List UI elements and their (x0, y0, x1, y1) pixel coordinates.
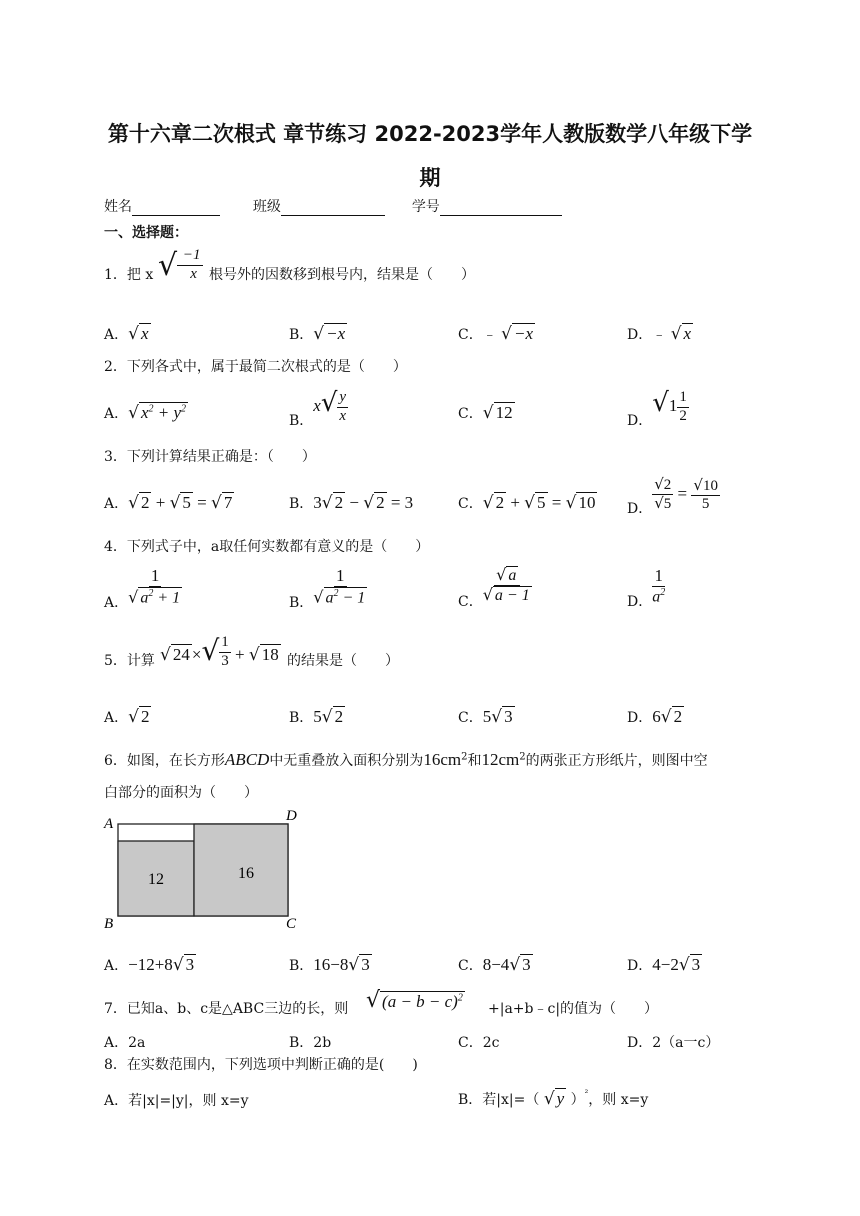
id-label: 学号 (411, 199, 440, 215)
q5-option-b: B．5√ 2 (289, 707, 344, 727)
q6-stem-line1: 6．如图，在长方形ABCD中无重叠放入面积分别为$16cm^2$和$12cm^2$的两张正方形纸片，则图中空 (104, 750, 708, 769)
q2-b-label: B． (289, 413, 314, 429)
q5-stem-b: 的结果是（ ） (287, 653, 399, 669)
q8-option-a: A．若|x|=|y|，则 x=y (104, 1093, 249, 1109)
q2-option-a: A．√ $x^2 + y^2$ (104, 403, 187, 423)
q6-stem-c: 的两张正方形纸片，则图中空 (525, 753, 708, 769)
page-title-cont: 期 (419, 166, 441, 190)
q7-option-a: A．2a (104, 1035, 146, 1051)
q6-b-label: B． (289, 958, 314, 974)
q1-b-label: B． (289, 327, 314, 343)
q3-option-d: D． $\frac{√2}{√5}$ = $\frac{√10}{5}$ (627, 475, 718, 517)
q5-option-a: A．√ 2 (104, 707, 150, 727)
q8-b-a: B．若|x|=（ (458, 1092, 540, 1108)
q6-option-c: C．8−4√ 3 (458, 955, 531, 975)
q8-b-b: ） (570, 1092, 585, 1108)
student-info (104, 196, 562, 216)
q2-stem: 2．下列各式中，属于最简二次根式的是（ ） (104, 359, 407, 375)
q5-a-label: A． (104, 710, 129, 726)
q1-radical: √ $\frac{-1}{x}$ (158, 247, 201, 283)
name-field[interactable] (132, 201, 220, 216)
q3-c-label: C． (458, 496, 483, 512)
q1-a-label: A． (104, 327, 129, 343)
q3-d-label: D． (627, 500, 653, 517)
section-heading: 一、选择题： (104, 225, 188, 241)
label-c: C (286, 916, 297, 932)
q6-stem-b: 中无重叠放入面积分别为 (269, 753, 424, 769)
q3-option-c: C．√ 2 + √ 5 = √ 10 (458, 493, 596, 513)
q5-c-label: C． (458, 710, 483, 726)
q1-c-label: C．﹣ (458, 327, 497, 343)
q7-option-b: B．2b (289, 1035, 332, 1051)
q6-c-label: C． (458, 958, 483, 974)
q8-stem: 8．在实数范围内，下列选项中判断正确的是( ) (104, 1057, 418, 1073)
q6-b-root: 3 (361, 955, 370, 974)
q6-area2: 12cm (481, 750, 520, 769)
q2-option-b: B．x√ $\frac{y}{x}$ (289, 388, 347, 429)
class-field[interactable] (281, 201, 385, 216)
q2-c-label: C． (458, 406, 483, 422)
q8-b-root: √ y (543, 1089, 565, 1109)
q6-b-value: 16−8 (313, 955, 349, 974)
q6-d-value: 4−2 (652, 955, 679, 974)
q6-and: 和 (467, 753, 482, 769)
q1-option-b: B．√ −x (289, 324, 346, 344)
q4-option-d: D． $\frac{1}{a^2}$ (627, 566, 666, 611)
label-a: A (104, 816, 114, 832)
q4-d-label: D． (627, 594, 653, 611)
q6-d-label: D． (627, 958, 653, 974)
q5-b-label: B． (289, 710, 314, 726)
q6-area1: 16cm (423, 750, 462, 769)
q6-option-a: A．−12+8√ 3 (104, 955, 195, 975)
q2-option-c: C．√ 12 (458, 403, 513, 423)
q1-option-a: A．√ x (104, 324, 149, 344)
q4-b-label: B． (289, 594, 314, 611)
q6-c-value: 8−4 (482, 955, 510, 974)
q4-a-label: A． (104, 594, 129, 611)
page-title: 第十六章二次根式 章节练习 2022-2023学年人教版数学八年级下学 (107, 122, 753, 146)
q1-option-d: D．﹣ √ x (627, 324, 692, 344)
q3-option-a: A．√ 2 + √ 5 = √ 7 (104, 493, 233, 513)
q2-option-d: D．√1 $\frac{1}{2}$ (627, 388, 687, 429)
q8-option-b (458, 1088, 648, 1109)
q4-c-label: C． (458, 593, 483, 610)
q3-stem: 3．下列计算结果正确是：（ ） (104, 449, 316, 465)
q2-a-label: A． (104, 406, 129, 422)
q6-c-root: 3 (522, 955, 531, 974)
q6-option-d: D．4−2√ 3 (627, 955, 701, 975)
label-b: B (104, 916, 114, 932)
q8-b-d: ，则 x=y (588, 1092, 649, 1108)
q6-a-value: −12+8 (128, 955, 173, 974)
q5-expression: √ 24 ×√ $\frac{1}{3}$ + √ 18 (160, 634, 279, 669)
q7-radical: √ $(a - b - c)^2$ (366, 988, 463, 1013)
q7-option-d: D．2（a一c） (627, 1035, 720, 1051)
q7-stem: 7．已知a、b、c是△ABC三边的长，则 (104, 1001, 349, 1017)
q5-stem: 5．计算 (104, 653, 155, 669)
label-16: 16 (238, 865, 254, 882)
q6-stem-line2: 白部分的面积为（ ） (104, 785, 258, 801)
q5-option-c: C．5√ 3 (458, 707, 513, 727)
q7-option-c: C．2c (458, 1035, 500, 1051)
q6-figure (100, 806, 300, 934)
q1-stem-b: 根号外的因数移到根号内，结果是（ ） (209, 267, 475, 283)
q6-a-label: A． (104, 958, 129, 974)
class-label: 班级 (252, 199, 281, 215)
name-label: 姓名 (104, 199, 132, 215)
q6-a-root: 3 (185, 955, 195, 974)
q6-d-root: 3 (691, 955, 701, 974)
q4-option-c: C． $\frac{√ a}{√ a - 1}$ (458, 565, 530, 610)
q5-option-d: D．6√ 2 (627, 707, 683, 727)
q6-option-b: B．16−8√ 3 (289, 955, 370, 975)
q1-option-c: C．﹣ √ −x (458, 324, 534, 344)
q5-d-label: D． (627, 710, 653, 726)
q4-stem: 4．下列式子中，a取任何实数都有意义的是（ ） (104, 539, 430, 555)
label-d: D (286, 808, 297, 824)
q3-option-b: B．3√ 2 − √ 2 = 3 (289, 493, 414, 513)
id-field[interactable] (440, 201, 562, 216)
q4-option-b: B． $\frac{1}{√ a^2 - 1}$ (289, 566, 366, 611)
q1-d-label: D．﹣ (627, 327, 667, 343)
q8-b-exp: ² (584, 1089, 589, 1099)
q6-rect-name: ABCD (224, 750, 270, 769)
q3-b-label: B． (289, 496, 314, 512)
q3-a-label: A． (104, 496, 129, 512)
label-12: 12 (148, 871, 164, 888)
q1-stem: 1．把 x (104, 267, 154, 283)
q7-stem-b: +|a+b﹣c|的值为（ ） (488, 1001, 659, 1017)
q4-option-a: A． $\frac{1}{√ a^2 + 1}$ (104, 566, 181, 611)
q2-d-label: D． (627, 413, 653, 429)
q6-stem-a: 6．如图，在长方形 (104, 753, 225, 769)
